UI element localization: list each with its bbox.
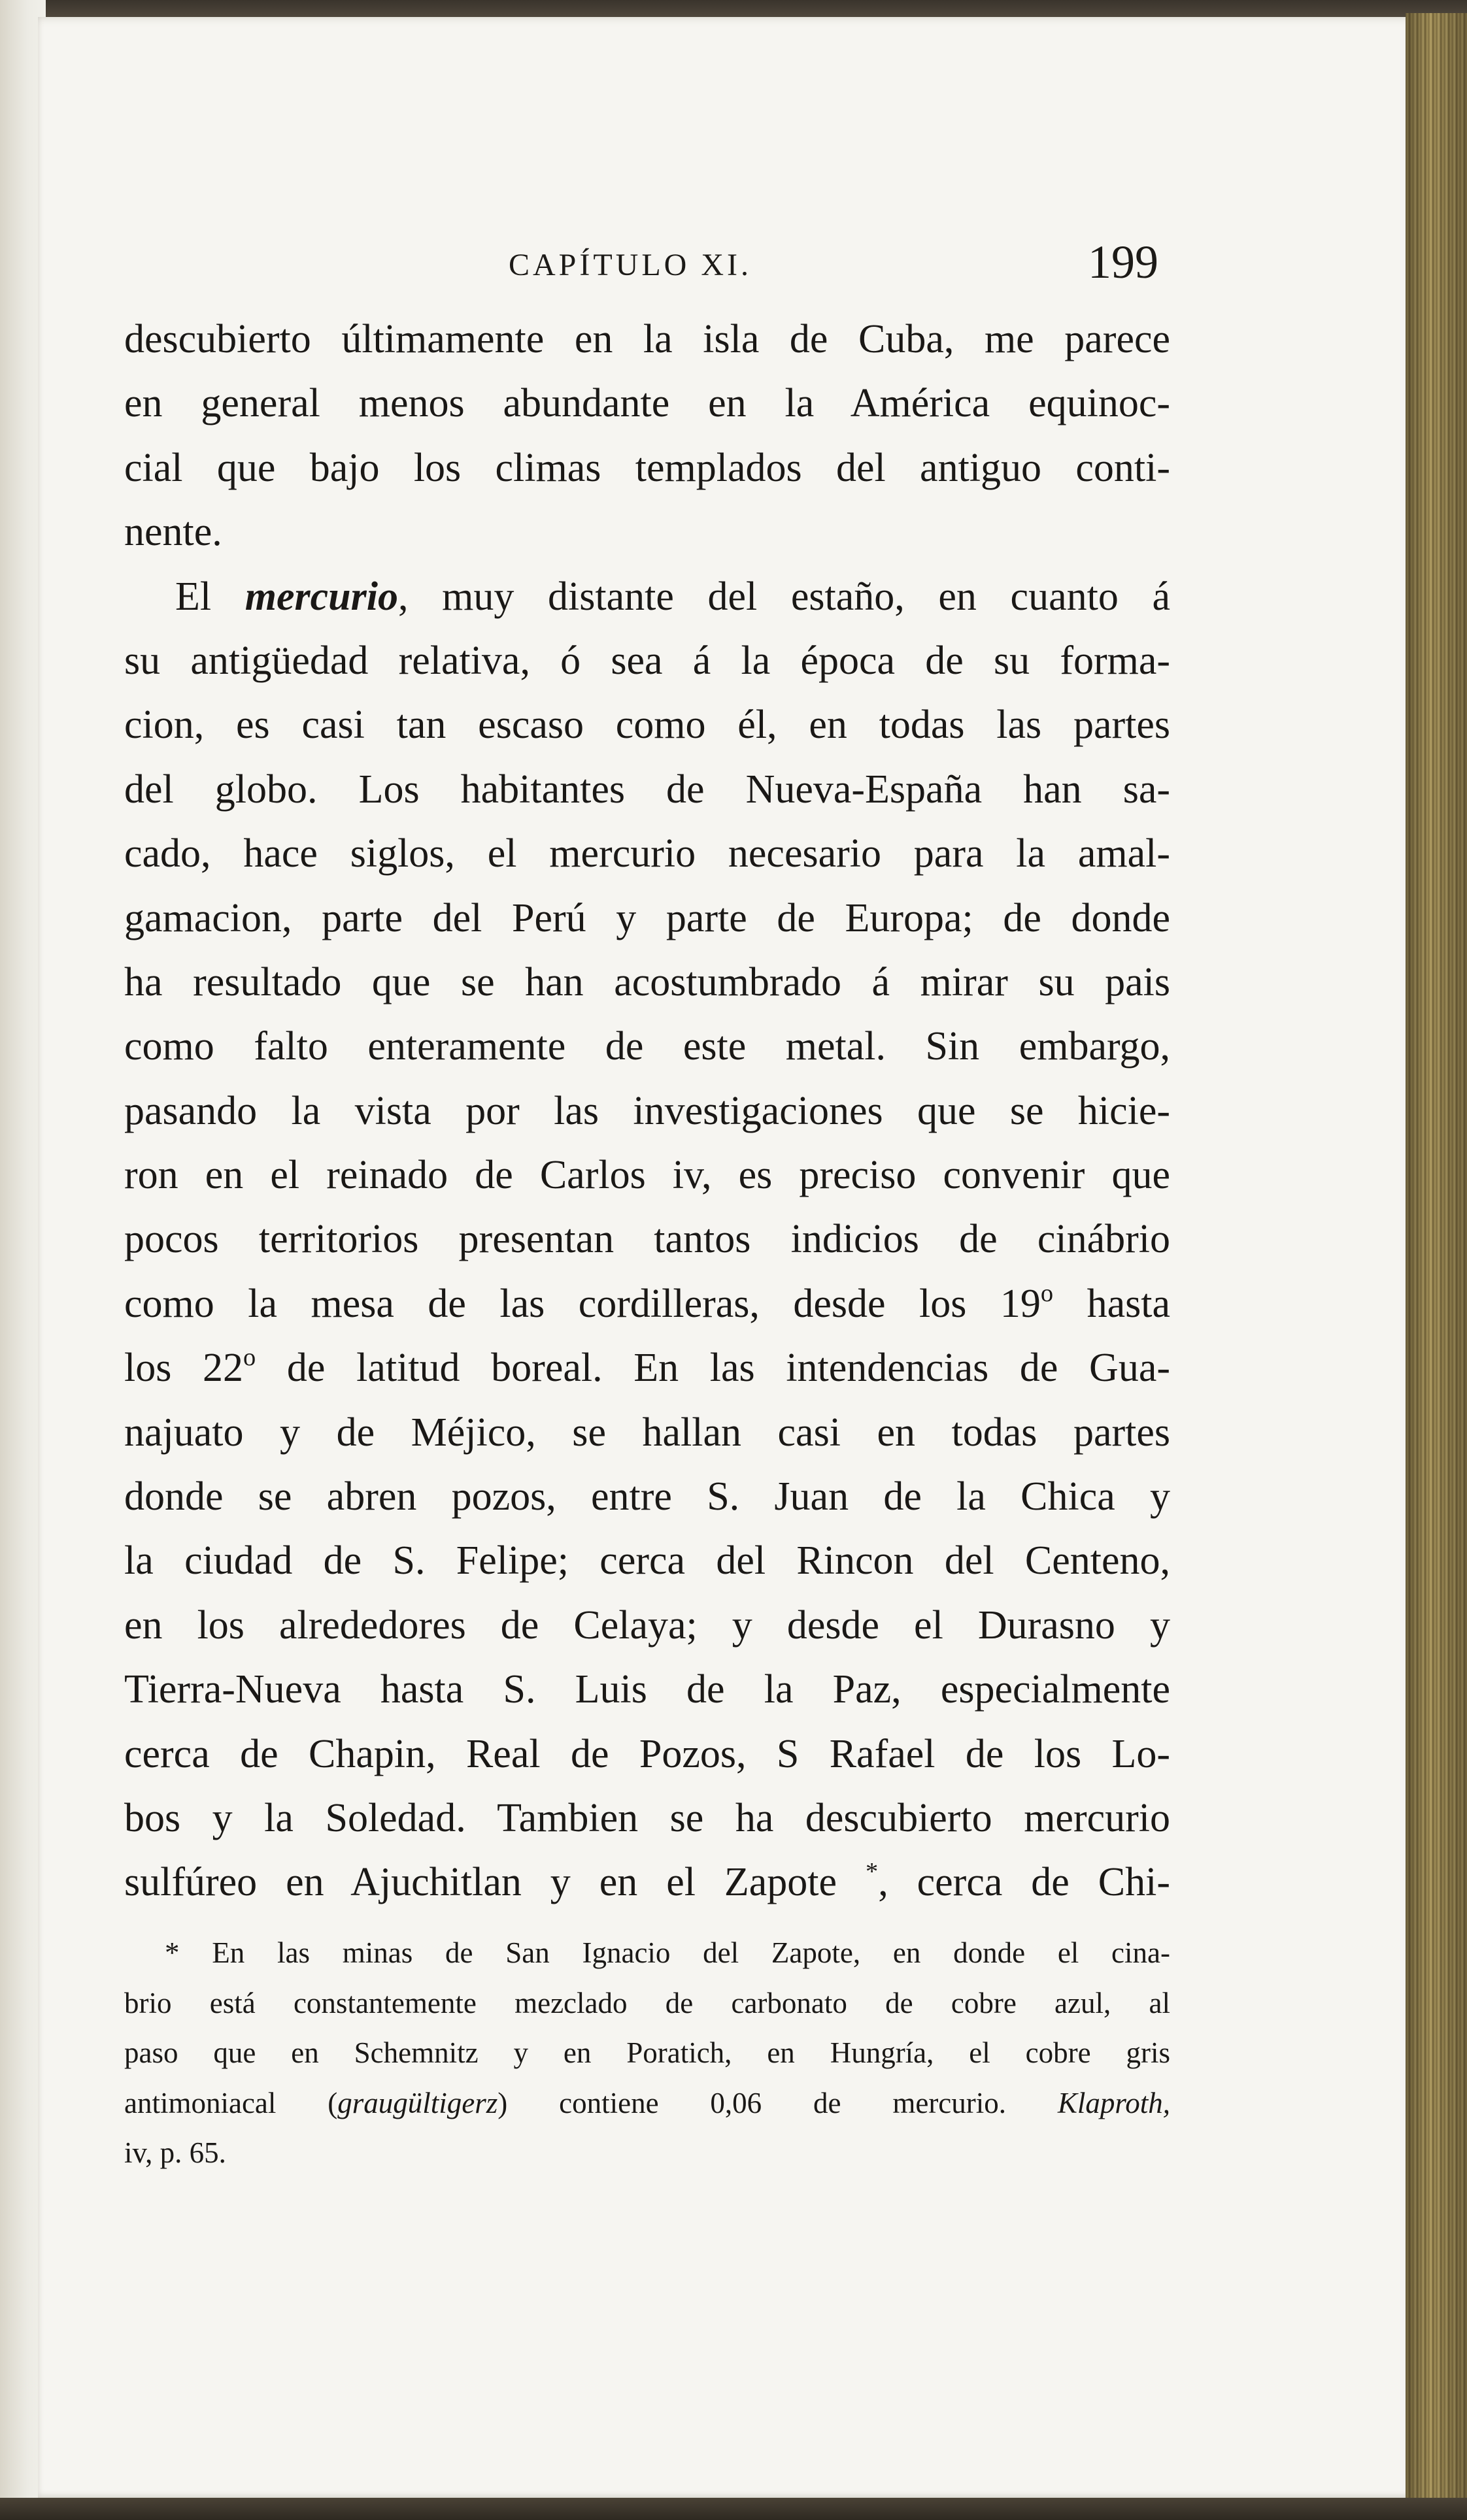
footnote-marker: * [865, 1858, 879, 1886]
footnote-line: paso que en Schemnitz y en Poratich, en Hungría, el cobre gris [124, 2036, 1170, 2070]
text-line: la ciudad de S. Felipe; cerca del Rincon del Centeno, [124, 1538, 1170, 1583]
footnote-line: brio está constantemente mezclado de carbonato de cobre azul, al [124, 1986, 1170, 2019]
text-run: El [175, 574, 245, 619]
degree-mark: o [1040, 1280, 1054, 1308]
text-run: ) contiene 0,06 de mercurio. [497, 2086, 1058, 2119]
text-line: del globo. Los habitantes de Nueva-España han sa- [124, 767, 1170, 812]
footnote [124, 1928, 1170, 2178]
footnote-line: iv, p. 65. [124, 2136, 226, 2170]
text-line: nente. [124, 510, 222, 555]
text-line: descubierto últimamente en la isla de Cuba, me parece [124, 317, 1170, 361]
degree-mark: o [243, 1344, 256, 1372]
running-head: CAPÍTULO XI. [509, 248, 752, 282]
text-line: pocos territorios presentan tantos indicios de cinábrio [124, 1217, 1170, 1262]
text-run: los 22 [124, 1346, 244, 1391]
emphasis-mercurio: mercurio [244, 574, 398, 619]
text-run: de latitud boreal. En las intendencias de Gua- [256, 1346, 1170, 1391]
text-run: , muy distante del estaño, en cuanto á [397, 574, 1170, 619]
text-run: sulfúreo en Ajuchitlan y en el Zapote [124, 1860, 866, 1905]
text-line: najuato y de Méjico, se hallan casi en todas partes [124, 1410, 1170, 1455]
text-line: pasando la vista por las investigaciones que se hicie- [124, 1088, 1170, 1133]
text-line: bos y la Soledad. Tambien se ha descubierto mercurio [124, 1795, 1170, 1840]
page-number: 199 [1088, 236, 1158, 288]
text-run: como la mesa de las cordilleras, desde los 19 [124, 1281, 1041, 1326]
citation-author: Klaproth, [1057, 2086, 1170, 2119]
text-line: cado, hace siglos, el mercurio necesario para la amal- [124, 831, 1170, 876]
text-line: cerca de Chapin, Real de Pozos, S Rafael de los Lo- [124, 1731, 1170, 1776]
text-line: en general menos abundante en la América equinoc- [124, 381, 1170, 426]
text-line [124, 1336, 1170, 1400]
text-line: su antigüedad relativa, ó sea á la época de su forma- [124, 638, 1170, 683]
text-run: hasta [1053, 1281, 1170, 1326]
text-line: en los alrededores de Celaya; y desde el Durasno y [124, 1602, 1170, 1648]
text-line: Tierra-Nueva hasta S. Luis de la Paz, especialmente [124, 1667, 1170, 1712]
gilded-page-edges [1406, 13, 1467, 2520]
text-line [124, 1850, 1170, 1914]
text-line: donde se abren pozos, entre S. Juan de la Chica y [124, 1474, 1170, 1519]
main-text [124, 307, 1170, 1915]
text-line: gamacion, parte del Perú y parte de Europa; de donde [124, 895, 1170, 940]
text-line [124, 1272, 1170, 1336]
text-run: , cerca de Chi- [878, 1860, 1170, 1905]
text-line: ha resultado que se han acostumbrado á mirar su pais [124, 959, 1170, 1004]
text-line: cial que bajo los climas templados del antiguo conti- [124, 445, 1170, 490]
italic-term: graugültigerz [337, 2086, 498, 2119]
text-line: como falto enteramente de este metal. Sin embargo, [124, 1024, 1170, 1069]
footnote-line: * En las minas de San Ignacio del Zapote, en donde el cina- [165, 1936, 1170, 1969]
footnote-line [124, 2078, 1170, 2129]
text-line [124, 565, 1170, 629]
text-run: antimoniacal ( [124, 2086, 338, 2119]
binding-bottom-edge [0, 2498, 1467, 2520]
text-line: ron en el reinado de Carlos iv, es preciso convenir que [124, 1153, 1170, 1198]
text-line: cion, es casi tan escaso como él, en todas las partes [124, 703, 1170, 748]
page-header [124, 235, 1170, 294]
